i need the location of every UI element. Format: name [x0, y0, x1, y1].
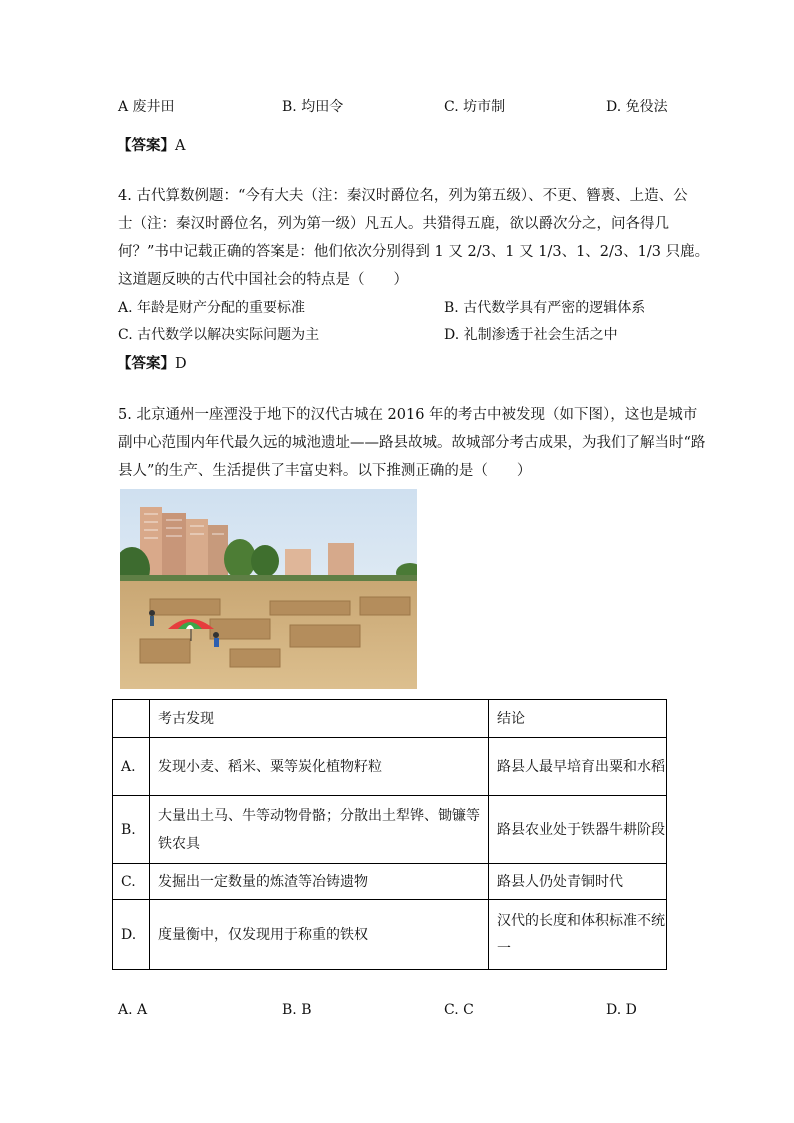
q4-option-d: D. 礼制渗透于社会生活之中 — [444, 327, 618, 343]
q3-option-d: D. 免役法 — [606, 99, 668, 115]
q5-option-d: D. D — [606, 1002, 637, 1018]
header-cell: 考古发现 — [150, 700, 489, 738]
answer-value: D — [175, 356, 187, 372]
answer-label: 【答案】 — [117, 355, 175, 372]
table-row — [113, 900, 667, 970]
row-label: B. — [113, 796, 150, 864]
row-conclusion: 路县农业处于铁器牛耕阶段 — [489, 796, 667, 864]
row-finding: 发掘出一定数量的炼渣等冶铸遗物 — [150, 864, 489, 900]
q4-option-b: B. 古代数学具有严密的逻辑体系 — [444, 300, 646, 316]
q4-stem-line: 这道题反映的古代中国社会的特点是（ ） — [118, 272, 408, 288]
table-header-row — [113, 700, 667, 738]
q5-option-a: A. A — [118, 1002, 148, 1018]
answer-value: A — [175, 138, 186, 154]
header-cell — [113, 700, 150, 738]
q3-answer — [117, 134, 185, 155]
row-label: D. — [113, 900, 150, 970]
answer-label: 【答案】 — [117, 137, 175, 154]
q5-stem-line: 县人”的生产、生活提供了丰富史料。以下推测正确的是（ ） — [118, 463, 532, 479]
q4-stem-line: 士（注：秦汉时爵位名，列为第一级）凡五人。共猎得五鹿，欲以爵次分之，问各得几 — [118, 216, 669, 232]
archaeology-table — [112, 699, 667, 970]
q4-option-c: C. 古代数学以解决实际问题为主 — [118, 327, 320, 343]
excavation-site-photo — [120, 489, 417, 689]
q4-stem-line: 何？”书中记载正确的答案是：他们依次分别得到 1 又 2/3、1 又 1/3、1、2/3、1/3 只鹿。 — [118, 244, 710, 260]
q5-option-b: B. B — [282, 1002, 312, 1018]
row-label: A. — [113, 738, 150, 796]
q3-option-a: A 废井田 — [118, 99, 175, 115]
q5-stem-line: 副中心范围内年代最久远的城池遗址——路县故城。故城部分考古成果，为我们了解当时“路 — [118, 435, 706, 451]
row-finding: 度量衡中，仅发现用于称重的铁权 — [150, 900, 489, 970]
q4-answer — [117, 352, 187, 373]
q5-option-c: C. C — [444, 1002, 474, 1018]
row-conclusion: 路县人仍处青铜时代 — [489, 864, 667, 900]
q4-option-a: A. 年龄是财产分配的重要标准 — [118, 300, 306, 316]
row-finding: 大量出土马、牛等动物骨骼；分散出土犁铧、锄镰等铁农具 — [150, 796, 489, 864]
row-label: C. — [113, 864, 150, 900]
row-finding: 发现小麦、稻米、粟等炭化植物籽粒 — [150, 738, 489, 796]
q4-stem-line: 4. 古代算数例题：“今有大夫（注：秦汉时爵位名，列为第五级）、不更、簪褭、上造、公 — [118, 188, 688, 204]
row-conclusion: 汉代的长度和体积标准不统一 — [489, 900, 667, 970]
table-row — [113, 864, 667, 900]
table-row — [113, 738, 667, 796]
q5-stem-line: 5. 北京通州一座湮没于地下的汉代古城在 2016 年的考古中被发现（如下图），这也是城市 — [118, 407, 698, 423]
header-cell: 结论 — [489, 700, 667, 738]
row-conclusion: 路县人最早培育出粟和水稻 — [489, 738, 667, 796]
table-row — [113, 796, 667, 864]
q3-option-c: C. 坊市制 — [444, 99, 506, 115]
q3-option-b: B. 均田令 — [282, 99, 344, 115]
